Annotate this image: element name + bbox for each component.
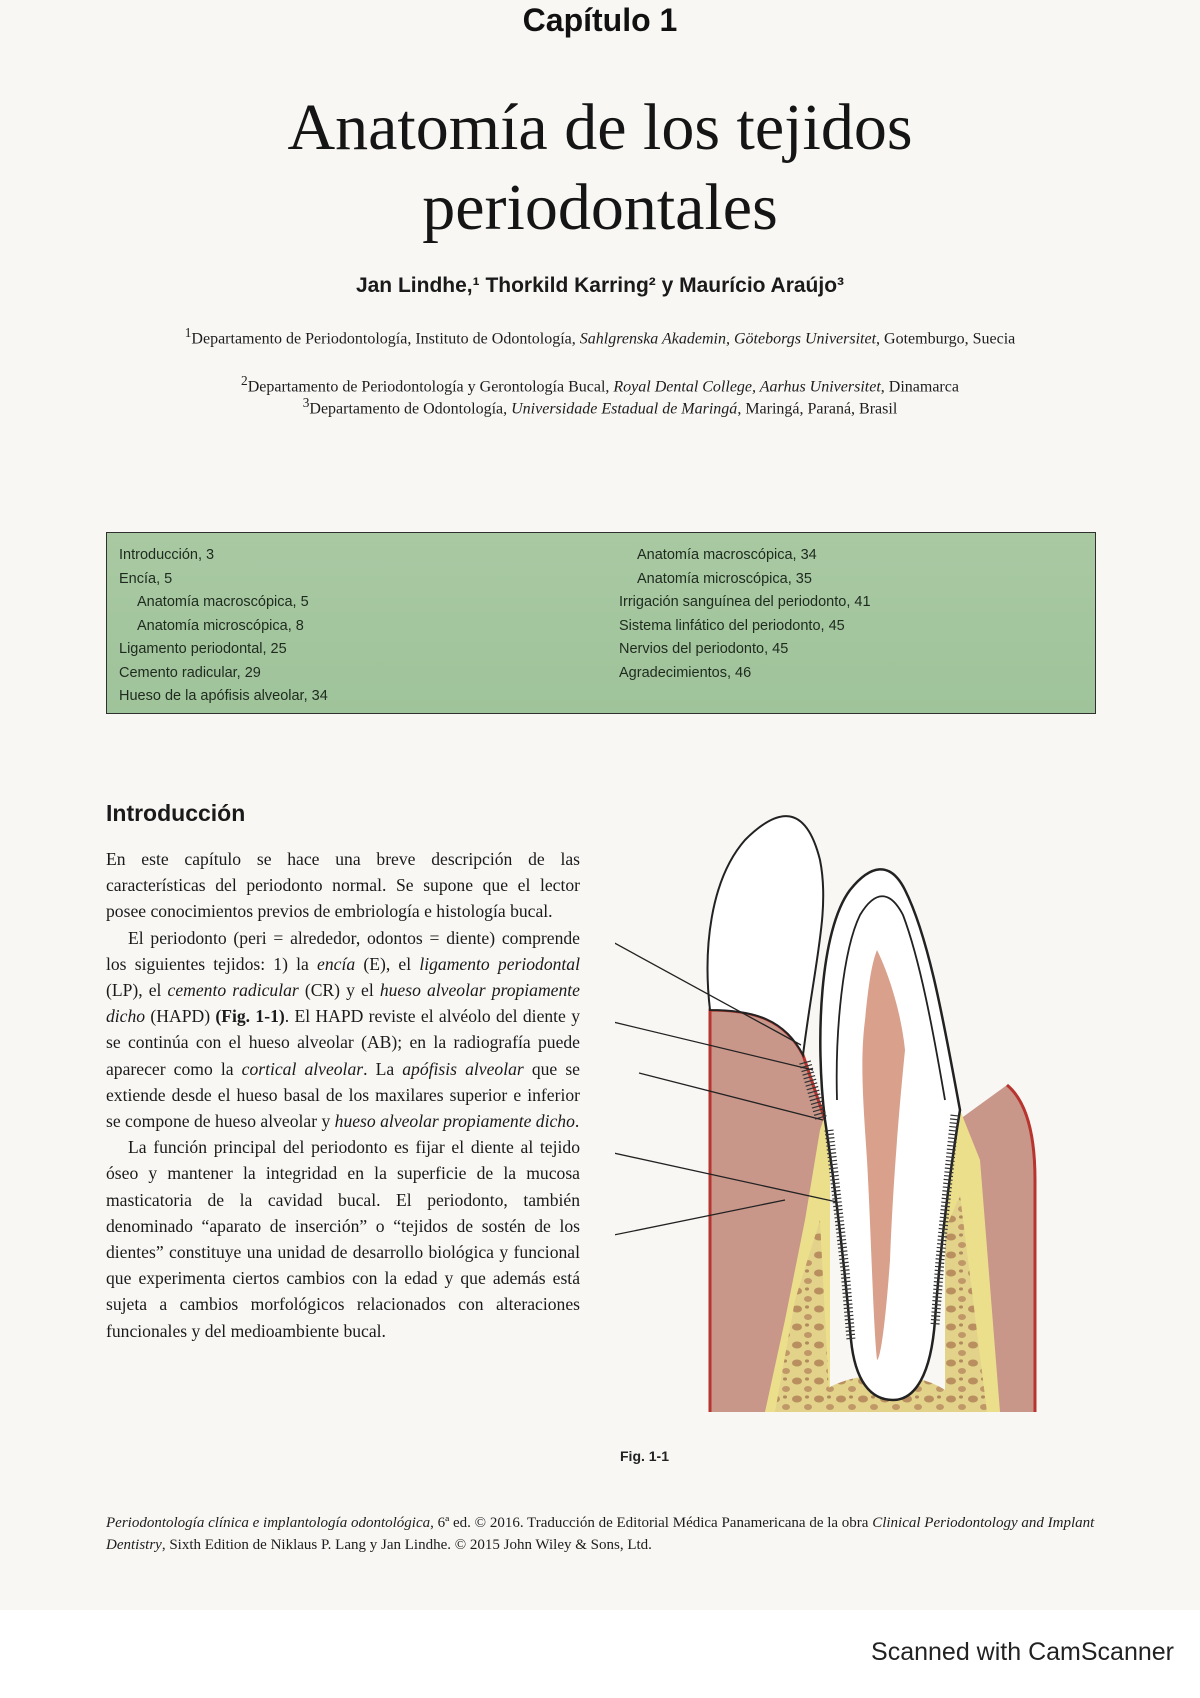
chapter-label: Capítulo 1	[522, 2, 678, 38]
term-ligamento: ligamento periodontal	[419, 953, 580, 974]
affiliation-1-place: , Gotemburgo, Suecia	[876, 330, 1016, 348]
section-heading: Introducción	[106, 800, 246, 826]
contents-column-left	[119, 544, 328, 709]
chapter-title-line-2: periodontales	[422, 171, 778, 244]
periodontium-illustration	[615, 800, 1095, 1450]
term-apofisis: apófisis alveolar	[402, 1058, 524, 1079]
contents-item: Anatomía macroscópica, 5	[137, 594, 309, 610]
affiliation-3	[110, 392, 1090, 420]
affiliation-1-sup: 1	[184, 325, 192, 340]
term-cemento: cemento radicular	[167, 980, 299, 1001]
affiliation-2-sup: 2	[241, 373, 248, 388]
book-edition: , 6ª ed. © 2016. Traducción de Editorial Médica Panamericana de la obra	[430, 1515, 873, 1531]
contents-item: Hueso de la apófisis alveolar, 34	[119, 688, 328, 704]
contents-item: Introducción, 3	[119, 547, 215, 563]
body-text	[106, 846, 580, 1344]
chapter-title-line-1: Anatomía de los tejidos	[287, 91, 913, 164]
term-cortical: cortical alveolar	[241, 1058, 364, 1079]
figure-caption: Fig. 1-1	[620, 1448, 670, 1464]
contents-item: Ligamento periodontal, 25	[119, 641, 287, 657]
affiliation-1-institution: Sahlgrenska Akademin, Göteborgs Universitet	[579, 330, 877, 348]
text-run: (LP), el	[106, 980, 168, 1001]
book-title: Periodontología clínica e implantología odontológica	[106, 1515, 431, 1531]
contents-column-right	[619, 544, 871, 685]
term-hueso-propio: hueso alveolar propiamente dicho	[334, 1111, 575, 1132]
original-title: Clinical Periodontology and Implant Dentistry	[106, 1515, 1095, 1553]
text-run: (E), el	[355, 953, 420, 974]
affiliation-1	[110, 322, 1090, 350]
affiliation-3-dept: Departamento de Odontología,	[309, 400, 512, 418]
affiliation-2-dept: Departamento de Periodontología y Gerontología Bucal,	[247, 378, 614, 396]
footer-citation	[106, 1512, 1096, 1556]
paragraph-2	[106, 925, 580, 1135]
contents-item: Anatomía microscópica, 8	[137, 617, 304, 634]
figure-reference: (Fig. 1-1)	[215, 1006, 285, 1027]
affiliation-3-institution: Universidade Estadual de Maringá	[511, 400, 738, 418]
affiliation-1-dept: Departamento de Periodontología, Instituto de Odontología,	[191, 330, 580, 348]
contents-item: Encía, 5	[119, 570, 173, 587]
contents-item: Irrigación sanguínea del periodonto, 41	[619, 594, 871, 610]
affiliation-3-sup: 3	[302, 395, 310, 410]
scanner-watermark: Scanned with CamScanner	[871, 1638, 1174, 1666]
term-hueso-alveolar: hueso alveolar propiamente dicho	[106, 980, 580, 1027]
chapter-contents-box	[106, 532, 1096, 714]
text-run: . La	[363, 1058, 403, 1079]
footer-rest: , Sixth Edition de Niklaus P. Lang y Jan Lindhe. © 2015 John Wiley & Sons, Ltd.	[161, 1537, 652, 1553]
text-run: .	[574, 1111, 580, 1132]
contents-item: Nervios del periodonto, 45	[619, 641, 789, 657]
text-run: (HAPD)	[145, 1006, 216, 1027]
text-run: que se extiende desde el hueso basal de los maxilares superior e inferior se compone de hueso alveolar y	[106, 1058, 580, 1132]
text-run: . El HAPD reviste el alvéolo del diente y se continúa con el hueso alveolar (AB); en la radiografía puede aparecer como la	[106, 1006, 581, 1079]
authors: Jan Lindhe,¹ Thorkild Karring² y Maurício Araújo³	[355, 274, 845, 297]
affiliation-2-institution: Royal Dental College, Aarhus Universitet	[613, 378, 881, 396]
affiliation-3-place: , Maringá, Paraná, Brasil	[737, 400, 898, 418]
contents-item: Agradecimientos, 46	[619, 664, 752, 681]
chapter-title	[160, 88, 1040, 248]
text-run: El periodonto (peri = alrededor, odontos = diente) comprende los siguientes tejidos: 1) la	[106, 927, 580, 974]
contents-item: Anatomía microscópica, 35	[637, 570, 812, 587]
paragraph-3: La función principal del periodonto es fijar el diente al tejido óseo y mantener la integridad en la superficie de la mucosa masticatoria de la cavidad bucal. El periodonto, también denominado “aparato de inserción” o “tejidos de sostén de los dientes” constituye una unidad de desarrollo biológica y funcional que experimenta ciertos cambios con la edad y que además está sujeta a cambios morfológicos relacionados con alteraciones funcionales y del medioambiente bucal.	[106, 1137, 580, 1341]
paragraph-1: En este capítulo se hace una breve descripción de las características del periodonto normal. Se supone que el lector posee conocimientos previos de embriología e histología bucal.	[106, 849, 580, 922]
text-run: (CR) y el	[298, 980, 380, 1001]
contents-item: Cemento radicular, 29	[119, 664, 261, 681]
affiliation-2-place: , Dinamarca	[880, 378, 959, 396]
term-encia: encía	[317, 953, 356, 974]
contents-item: Anatomía macroscópica, 34	[637, 547, 817, 563]
contents-item: Sistema linfático del periodonto, 45	[619, 617, 845, 634]
